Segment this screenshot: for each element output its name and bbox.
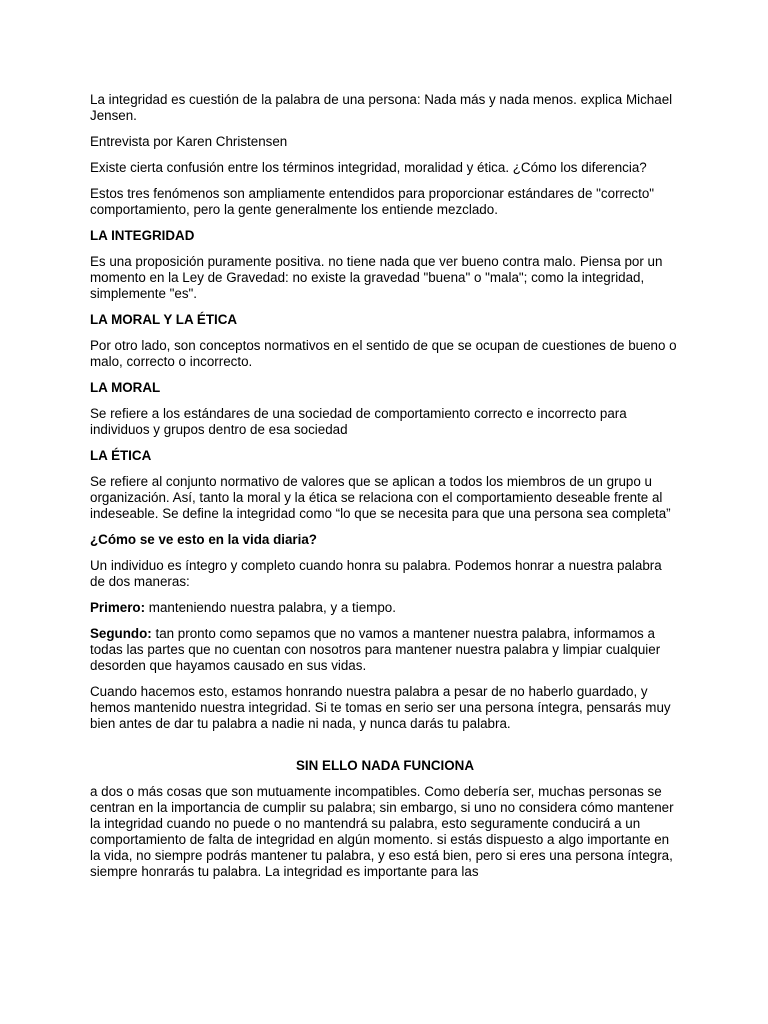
primero-text: manteniendo nuestra palabra, y a tiempo. [145,600,396,615]
intro-paragraph: La integridad es cuestión de la palabra de una persona: Nada más y nada menos. explica Michael Jensen. [90,92,673,123]
paragraph-etica: Se refiere al conjunto normativo de valores que se aplican a todos los miembros de un grupo u organización. Así, tanto la moral y la ética se relaciona con el comportamiento deseable frente al indeseable. Se define la integridad como “lo que se necesita para que una persona sea completa” [90,474,671,521]
paragraph-sin-ello: a dos o más cosas que son mutuamente incompatibles. Como debería ser, muchas personas se centran en la importancia de cumplir su palabra; sin embargo, si uno no considera cómo mantener la integridad cuando no puede o no mantendrá su palabra, esto seguramente conducirá a un comportamiento de falta de integridad en algún momento. si estás dispuesto a algo importante en la vida, no siempre podrás mantener tu palabra, y eso está bien, pero si eres una persona íntegra, siempre honrarás tu palabra. La integridad es importante para las [90,784,674,879]
paragraph-vida-diaria: Un individuo es íntegro y completo cuando honra su palabra. Podemos honrar a nuestra palabra de dos maneras: [90,558,662,589]
heading-moral-etica: LA MORAL Y LA ÉTICA [90,312,238,327]
document-page [90,92,680,890]
paragraph-moral: Se refiere a los estándares de una sociedad de comportamiento correcto e incorrecto para individuos y grupos dentro de esa sociedad [90,406,627,437]
paragraph-primero [90,600,680,616]
primero-label: Primero: [90,600,146,615]
byline: Entrevista por Karen Christensen [90,134,288,149]
heading-etica: LA ÉTICA [90,448,152,463]
paragraph-moral-etica: Por otro lado, son conceptos normativos en el sentido de que se ocupan de cuestiones de bueno o malo, correcto o incorrecto. [90,338,677,369]
paragraph-honrando: Cuando hacemos esto, estamos honrando nuestra palabra a pesar de no haberlo guardado, y hemos mantenido nuestra integridad. Si te tomas en serio ser una persona íntegra, pensarás muy bien antes de dar tu palabra a nadie ni nada, y nunca darás tu palabra. [90,684,671,731]
heading-moral: LA MORAL [90,380,161,395]
paragraph-integridad: Es una proposición puramente positiva. no tiene nada que ver bueno contra malo. Piensa por un momento en la Ley de Gravedad: no existe la gravedad "buena" o "mala"; como la integridad, simplemente "es". [90,254,663,301]
paragraph-segundo [90,626,680,674]
heading-integridad: LA INTEGRIDAD [90,228,195,243]
heading-sin-ello: SIN ELLO NADA FUNCIONA [295,758,475,773]
segundo-text: tan pronto como sepamos que no vamos a mantener nuestra palabra, informamos a todas las partes que no cuentan con nosotros para mantener nuestra palabra y limpiar cualquier desorden que hayamos causado en sus vidas. [90,626,661,673]
answer-paragraph: Estos tres fenómenos son ampliamente entendidos para proporcionar estándares de "correcto" comportamiento, pero la gente generalmente los entiende mezclado. [90,186,655,217]
heading-vida-diaria: ¿Cómo se ve esto en la vida diaria? [90,532,317,547]
question-paragraph: Existe cierta confusión entre los términos integridad, moralidad y ética. ¿Cómo los diferencia? [90,160,647,175]
segundo-label: Segundo: [90,626,152,641]
